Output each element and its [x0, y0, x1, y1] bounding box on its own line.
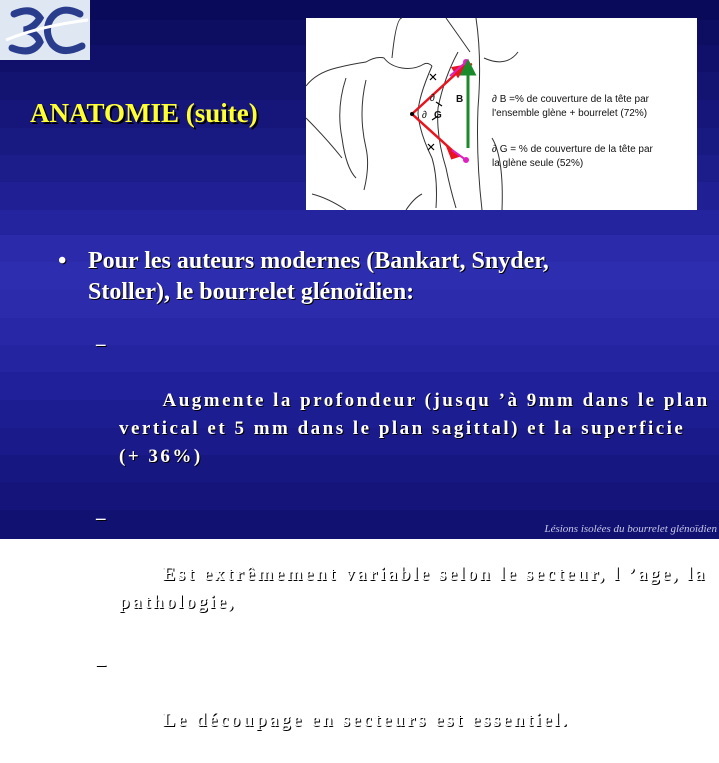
logo	[0, 0, 90, 60]
sub-item-text: Augmente la profondeur (jusqu ’à 9mm dans le plan vertical et 5 mm dans le plan sagittal) et la superficie (+ 36%)	[119, 390, 710, 467]
angle-b-short-label: ∂	[430, 93, 435, 104]
bullet-list	[58, 246, 719, 763]
sub-item-marker: –	[96, 508, 106, 529]
main-bullet-line-2: Stoller), le bourrelet glénoïdien:	[88, 279, 415, 305]
sub-item-text: Le découpage en secteurs est essentiel.	[162, 710, 570, 731]
slide-footer: Lésions isolées du bourrelet glénoïdien	[544, 523, 717, 535]
sub-item-marker: –	[96, 334, 106, 355]
figure-label-g-line2: la glène seule (52%)	[492, 158, 584, 169]
logo-mark-icon	[0, 0, 90, 60]
glenoid-diagram	[306, 18, 697, 210]
angle-g-short-label: ∂	[422, 110, 427, 121]
anatomy-figure	[306, 18, 697, 210]
figure-label-g-line1: ∂ G = % de couverture de la tête par	[492, 144, 653, 155]
main-bullet	[58, 246, 719, 308]
slide-title: ANATOMIE (suite)	[30, 98, 258, 128]
sub-item-marker: –	[96, 654, 106, 675]
sub-item-sectors	[58, 651, 719, 763]
figure-label-b-line2: l'ensemble glène + bourrelet (72%)	[492, 108, 648, 119]
figure-label-g-short: G	[434, 110, 442, 121]
figure-label-b-line1: ∂ B =% de couverture de la tête par	[492, 94, 649, 105]
figure-label-b-short: B	[456, 94, 464, 105]
sub-item-text: Est extrêmement variable selon le secteur, l ’age, la pathologie,	[119, 564, 707, 613]
sub-item-depth	[58, 331, 719, 499]
bullet-marker: •	[58, 248, 67, 274]
main-bullet-line-1: Pour les auteurs modernes (Bankart, Snyder,	[88, 248, 549, 274]
